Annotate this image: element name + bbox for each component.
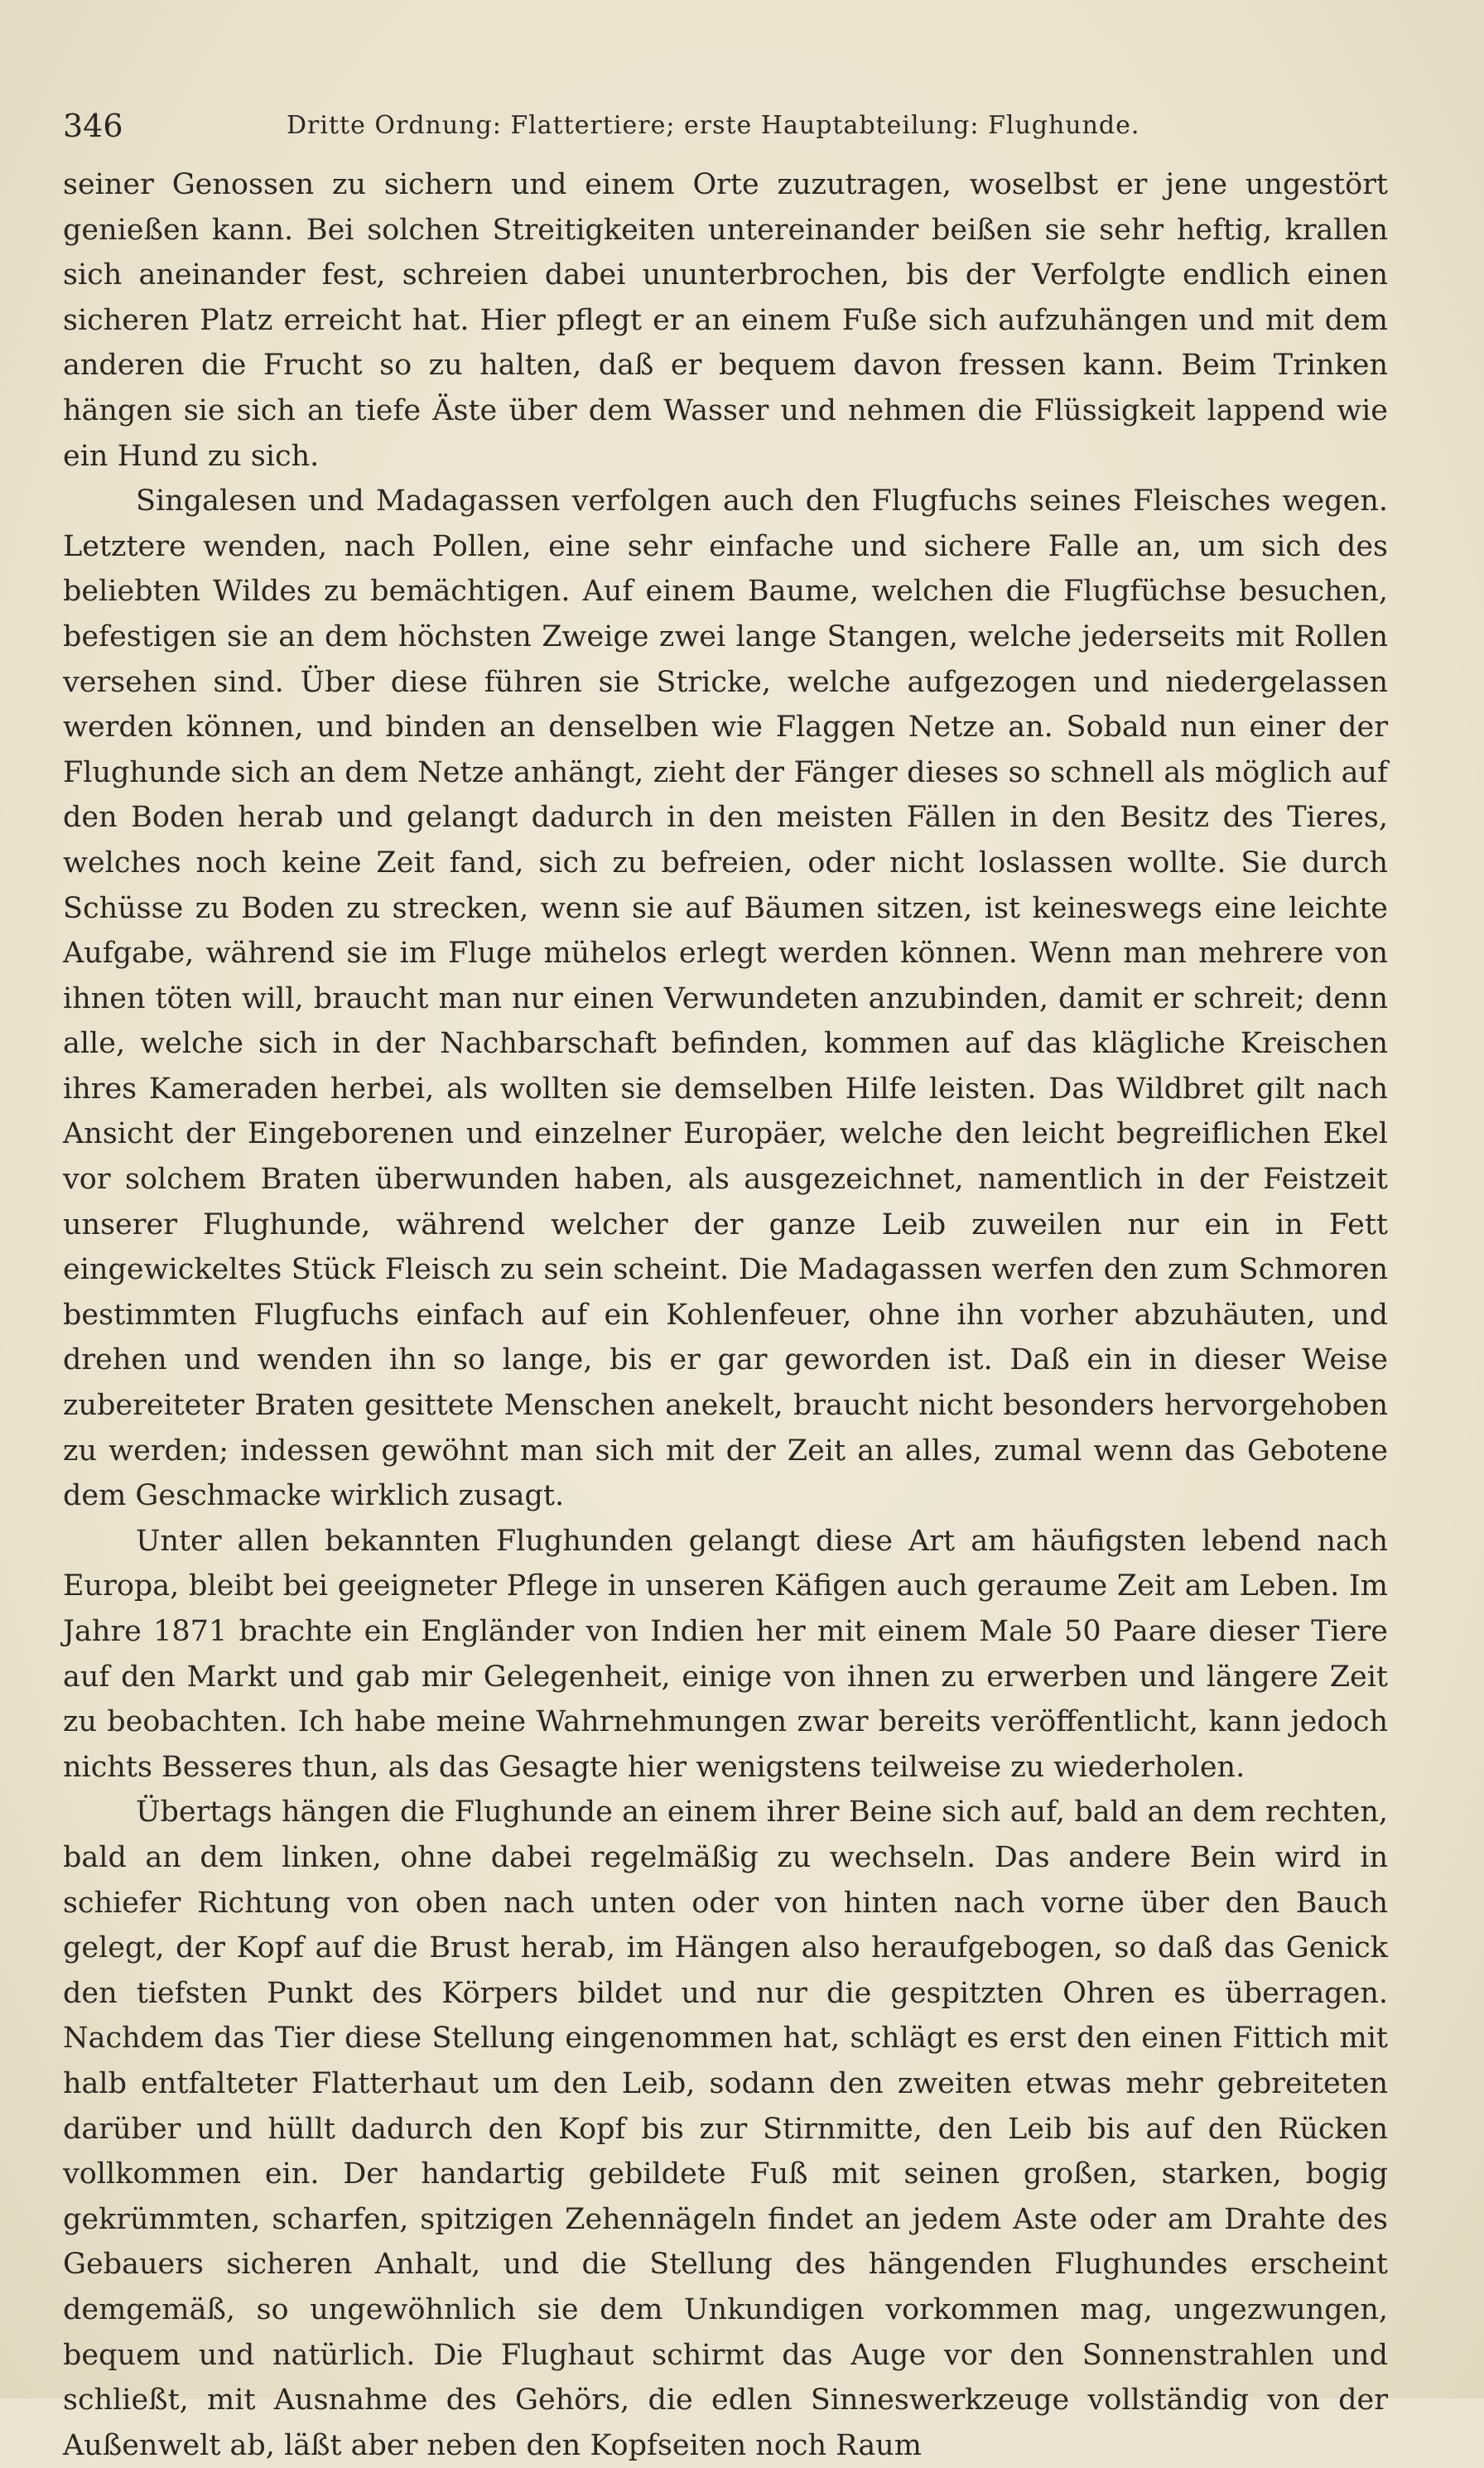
running-head: Dritte Ordnung: Flattertiere; erste Hauptabteilung: Flughunde. <box>287 111 1140 140</box>
page-number: 346 <box>63 108 123 144</box>
paragraph: seiner Genossen zu sichern und einem Orte zuzutragen, woselbst er jene ungestört genießen kann. Bei solchen Streitigkeiten untereinander beißen sie sehr heftig, krallen sich aneinander fest, schreien dabei ununterbrochen, bis der Verfolgte endlich einen sicheren Platz erreicht hat. Hier pflegt er an einem Fuße sich aufzuhängen und mit dem anderen die Frucht so zu halten, daß er bequem davon fressen kann. Beim Trinken hängen sie sich an tiefe Äste über dem Wasser und nehmen die Flüssigkeit lappend wie ein Hund zu sich. <box>63 168 1388 473</box>
paragraph: Unter allen bekannten Flughunden gelangt diese Art am häufigsten lebend nach Europa, bleibt bei geeigneter Pflege in unseren Käfigen auch geraume Zeit am Leben. Im Jahre 1871 brachte ein Engländer von Indien her mit einem Male 50 Paare dieser Tiere auf den Markt und gab mir Gelegenheit, einige von ihnen zu erwerben und längere Zeit zu beobachten. Ich habe meine Wahrnehmungen zwar bereits veröffentlicht, kann jedoch nichts Besseres thun, als das Gesagte hier wenigstens teilweise zu wiederholen. <box>63 1524 1388 1784</box>
paragraph: Singalesen und Madagassen verfolgen auch den Flugfuchs seines Fleisches wegen. Letztere wenden, nach Pollen, eine sehr einfache und sichere Falle an, um sich des beliebten Wildes zu bemächtigen. Auf einem Baume, welchen die Flugfüchse besuchen, befestigen sie an dem höchsten Zweige zwei lange Stangen, welche jederseits mit Rollen versehen sind. Über diese führen sie Stricke, welche aufgezogen und niedergelassen werden können, und binden an denselben wie Flaggen Netze an. Sobald nun einer der Flughunde sich an dem Netze anhängt, zieht der Fänger dieses so schnell als möglich auf den Boden herab und gelangt dadurch in den meisten Fällen in den Besitz des Tieres, welches noch keine Zeit fand, sich zu befreien, oder nicht loslassen wollte. Sie durch Schüsse zu Boden zu strecken, wenn sie auf Bäumen sitzen, ist keineswegs eine leichte Aufgabe, während sie im Fluge mühelos erlegt werden können. Wenn man mehrere von ihnen töten will, braucht man nur einen Verwundeten anzubinden, damit er schreit; denn alle, welche sich in der Nachbarschaft befinden, kommen auf das klägliche Kreischen ihres Kameraden herbei, als wollten sie demselben Hilfe leisten. Das Wildbret gilt nach Ansicht der Eingeborenen und einzelner Europäer, welche den leicht begreiflichen Ekel vor solchem Braten überwunden haben, als ausgezeichnet, namentlich in der Feistzeit unserer Flughunde, während welcher der ganze Leib zuweilen nur ein in Fett eingewickeltes Stück Fleisch zu sein scheint. Die Madagassen werfen den zum Schmoren bestimmten Flugfuchs einfach auf ein Kohlenfeuer, ohne ihn vorher abzuhäuten, und drehen und wenden ihn so lange, bis er gar geworden ist. Daß ein in dieser Weise zubereiteter Braten gesittete Menschen anekelt, braucht nicht besonders hervorgehoben zu werden; indessen gewöhnt man sich mit der Zeit an alles, zumal wenn das Gebotene dem Geschmacke wirklich zusagt. <box>63 484 1388 1513</box>
body-text <box>63 162 1388 2468</box>
paragraph: Übertags hängen die Flughunde an einem ihrer Beine sich auf, bald an dem rechten, bald an dem linken, ohne dabei regelmäßig zu wechseln. Das andere Bein wird in schiefer Richtung von oben nach unten oder von hinten nach vorne über den Bauch gelegt, der Kopf auf die Brust herab, im Hängen also heraufgebogen, so daß das Genick den tiefsten Punkt des Körpers bildet und nur die gespitzten Ohren es überragen. Nachdem das Tier diese Stellung eingenommen hat, schlägt es erst den einen Fittich mit halb entfalteter Flatterhaut um den Leib, sodann den zweiten etwas mehr gebreiteten darüber und hüllt dadurch den Kopf bis zur Stirnmitte, den Leib bis auf den Rücken vollkommen ein. Der handartig gebildete Fuß mit seinen großen, starken, bogig gekrümmten, scharfen, spitzigen Zehennägeln findet an jedem Aste oder am Drahte des Gebauers sicheren Anhalt, und die Stellung des hängenden Flughundes erscheint demgemäß, so ungewöhnlich sie dem Unkundigen vorkommen mag, ungezwungen, bequem und natürlich. Die Flughaut schirmt das Auge vor den Sonnenstrahlen und schließt, mit Ausnahme des Gehörs, die edlen Sinneswerkzeuge vollständig von der Außenwelt ab, läßt aber neben den Kopfseiten noch Raum <box>63 1796 1388 2462</box>
page-header <box>63 101 1388 151</box>
